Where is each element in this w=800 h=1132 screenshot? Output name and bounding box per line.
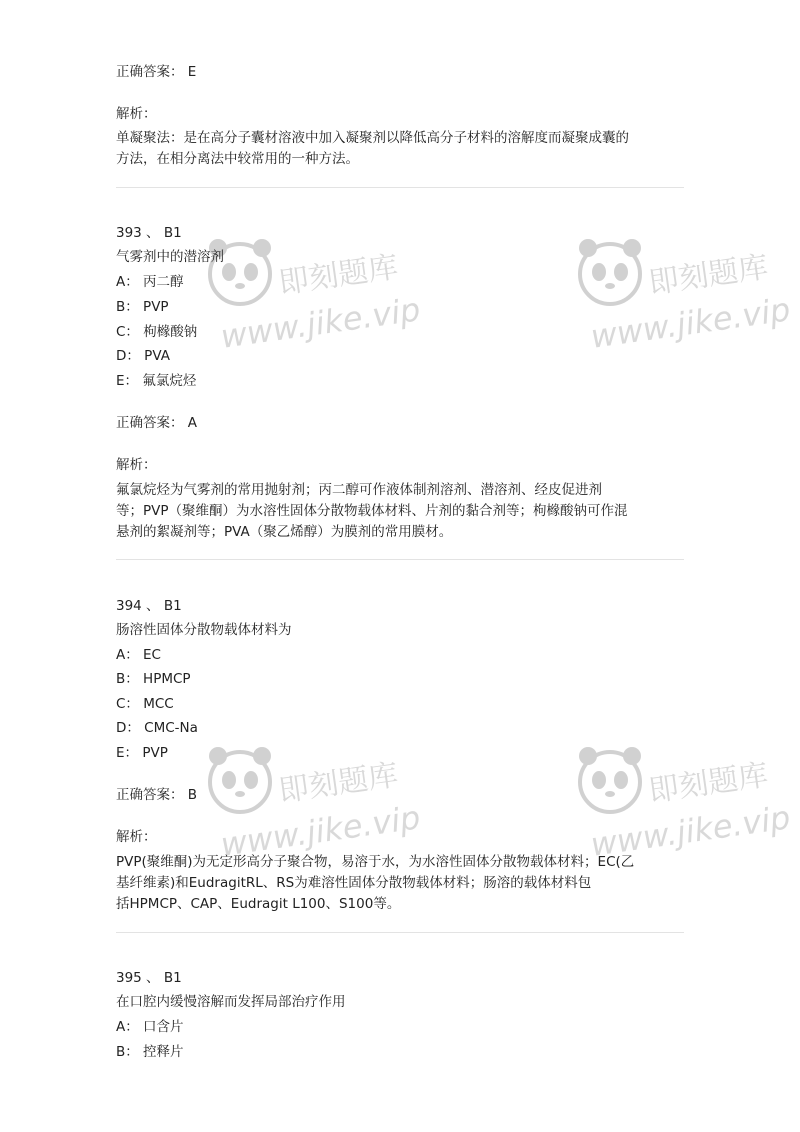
panda-logo-icon <box>570 232 650 312</box>
answer-393: 正确答案： A <box>116 415 198 431</box>
question-header-393: 393 、 B1 <box>116 225 182 241</box>
analysis-label-394: 解析： <box>116 829 157 845</box>
option-b-394: B： HPMCP <box>116 671 191 687</box>
watermark <box>200 232 423 382</box>
watermark-brand: 即刻题库 <box>276 757 401 810</box>
option-d-394: D： CMC-Na <box>116 720 198 736</box>
question-header-394: 394 、 B1 <box>116 598 182 614</box>
watermark <box>570 232 800 382</box>
watermark-brand: 即刻题库 <box>646 757 771 810</box>
analysis-text-393-line2: 等；PVP（聚维酮）为水溶性固体分散物载体材料、片剂的黏合剂等；枸橼酸钠可作混 <box>116 503 628 519</box>
option-a-394: A： EC <box>116 647 161 663</box>
answer-392: 正确答案： E <box>116 64 197 80</box>
panda-logo-icon <box>570 740 650 820</box>
panda-logo-icon <box>200 740 280 820</box>
analysis-text-393-line1: 氟氯烷烃为气雾剂的常用抛射剂；丙二醇可作液体制剂溶剂、潜溶剂、经皮促进剂 <box>116 482 602 498</box>
analysis-text-394-line2: 基纤维素)和EudragitRL、RS为难溶性固体分散物载体材料；肠溶的载体材料包 <box>116 875 592 891</box>
question-header-395: 395 、 B1 <box>116 970 182 986</box>
option-a-395: A： 口含片 <box>116 1019 184 1035</box>
analysis-label-392: 解析： <box>116 106 157 122</box>
watermark-brand: 即刻题库 <box>276 249 401 302</box>
option-c-393: C： 枸橼酸钠 <box>116 324 198 340</box>
separator <box>116 559 684 560</box>
option-a-393: A： 丙二醇 <box>116 274 184 290</box>
question-stem-393: 气雾剂中的潜溶剂 <box>116 249 224 265</box>
watermark-url: www.jike.vip <box>218 290 423 356</box>
option-c-394: C： MCC <box>116 696 174 712</box>
option-e-394: E： PVP <box>116 745 168 761</box>
separator <box>116 187 684 188</box>
option-b-393: B： PVP <box>116 299 169 315</box>
watermark-brand: 即刻题库 <box>646 249 771 302</box>
analysis-text-392-line1: 单凝聚法：是在高分子囊材溶液中加入凝聚剂以降低高分子材料的溶解度而凝聚成囊的 <box>116 130 629 146</box>
analysis-label-393: 解析： <box>116 457 157 473</box>
option-b-395: B： 控释片 <box>116 1044 184 1060</box>
separator <box>116 932 684 933</box>
option-d-393: D： PVA <box>116 348 170 364</box>
watermark-url: www.jike.vip <box>588 290 793 356</box>
watermark-url: www.jike.vip <box>588 798 793 864</box>
panda-logo-icon <box>200 232 280 312</box>
answer-394: 正确答案： B <box>116 787 198 803</box>
question-stem-395: 在口腔内缓慢溶解而发挥局部治疗作用 <box>116 994 346 1010</box>
question-stem-394: 肠溶性固体分散物载体材料为 <box>116 622 292 638</box>
option-e-393: E： 氟氯烷烃 <box>116 373 197 389</box>
analysis-text-394-line1: PVP(聚维酮)为无定形高分子聚合物，易溶于水，为水溶性固体分散物载体材料；EC(乙 <box>116 854 635 870</box>
analysis-text-392-line2: 方法，在相分离法中较常用的一种方法。 <box>116 151 359 167</box>
analysis-text-393-line3: 悬剂的絮凝剂等；PVA（聚乙烯醇）为膜剂的常用膜材。 <box>116 524 453 540</box>
analysis-text-394-line3: 括HPMCP、CAP、Eudragit L100、S100等。 <box>116 896 401 912</box>
watermark-url: www.jike.vip <box>218 798 423 864</box>
